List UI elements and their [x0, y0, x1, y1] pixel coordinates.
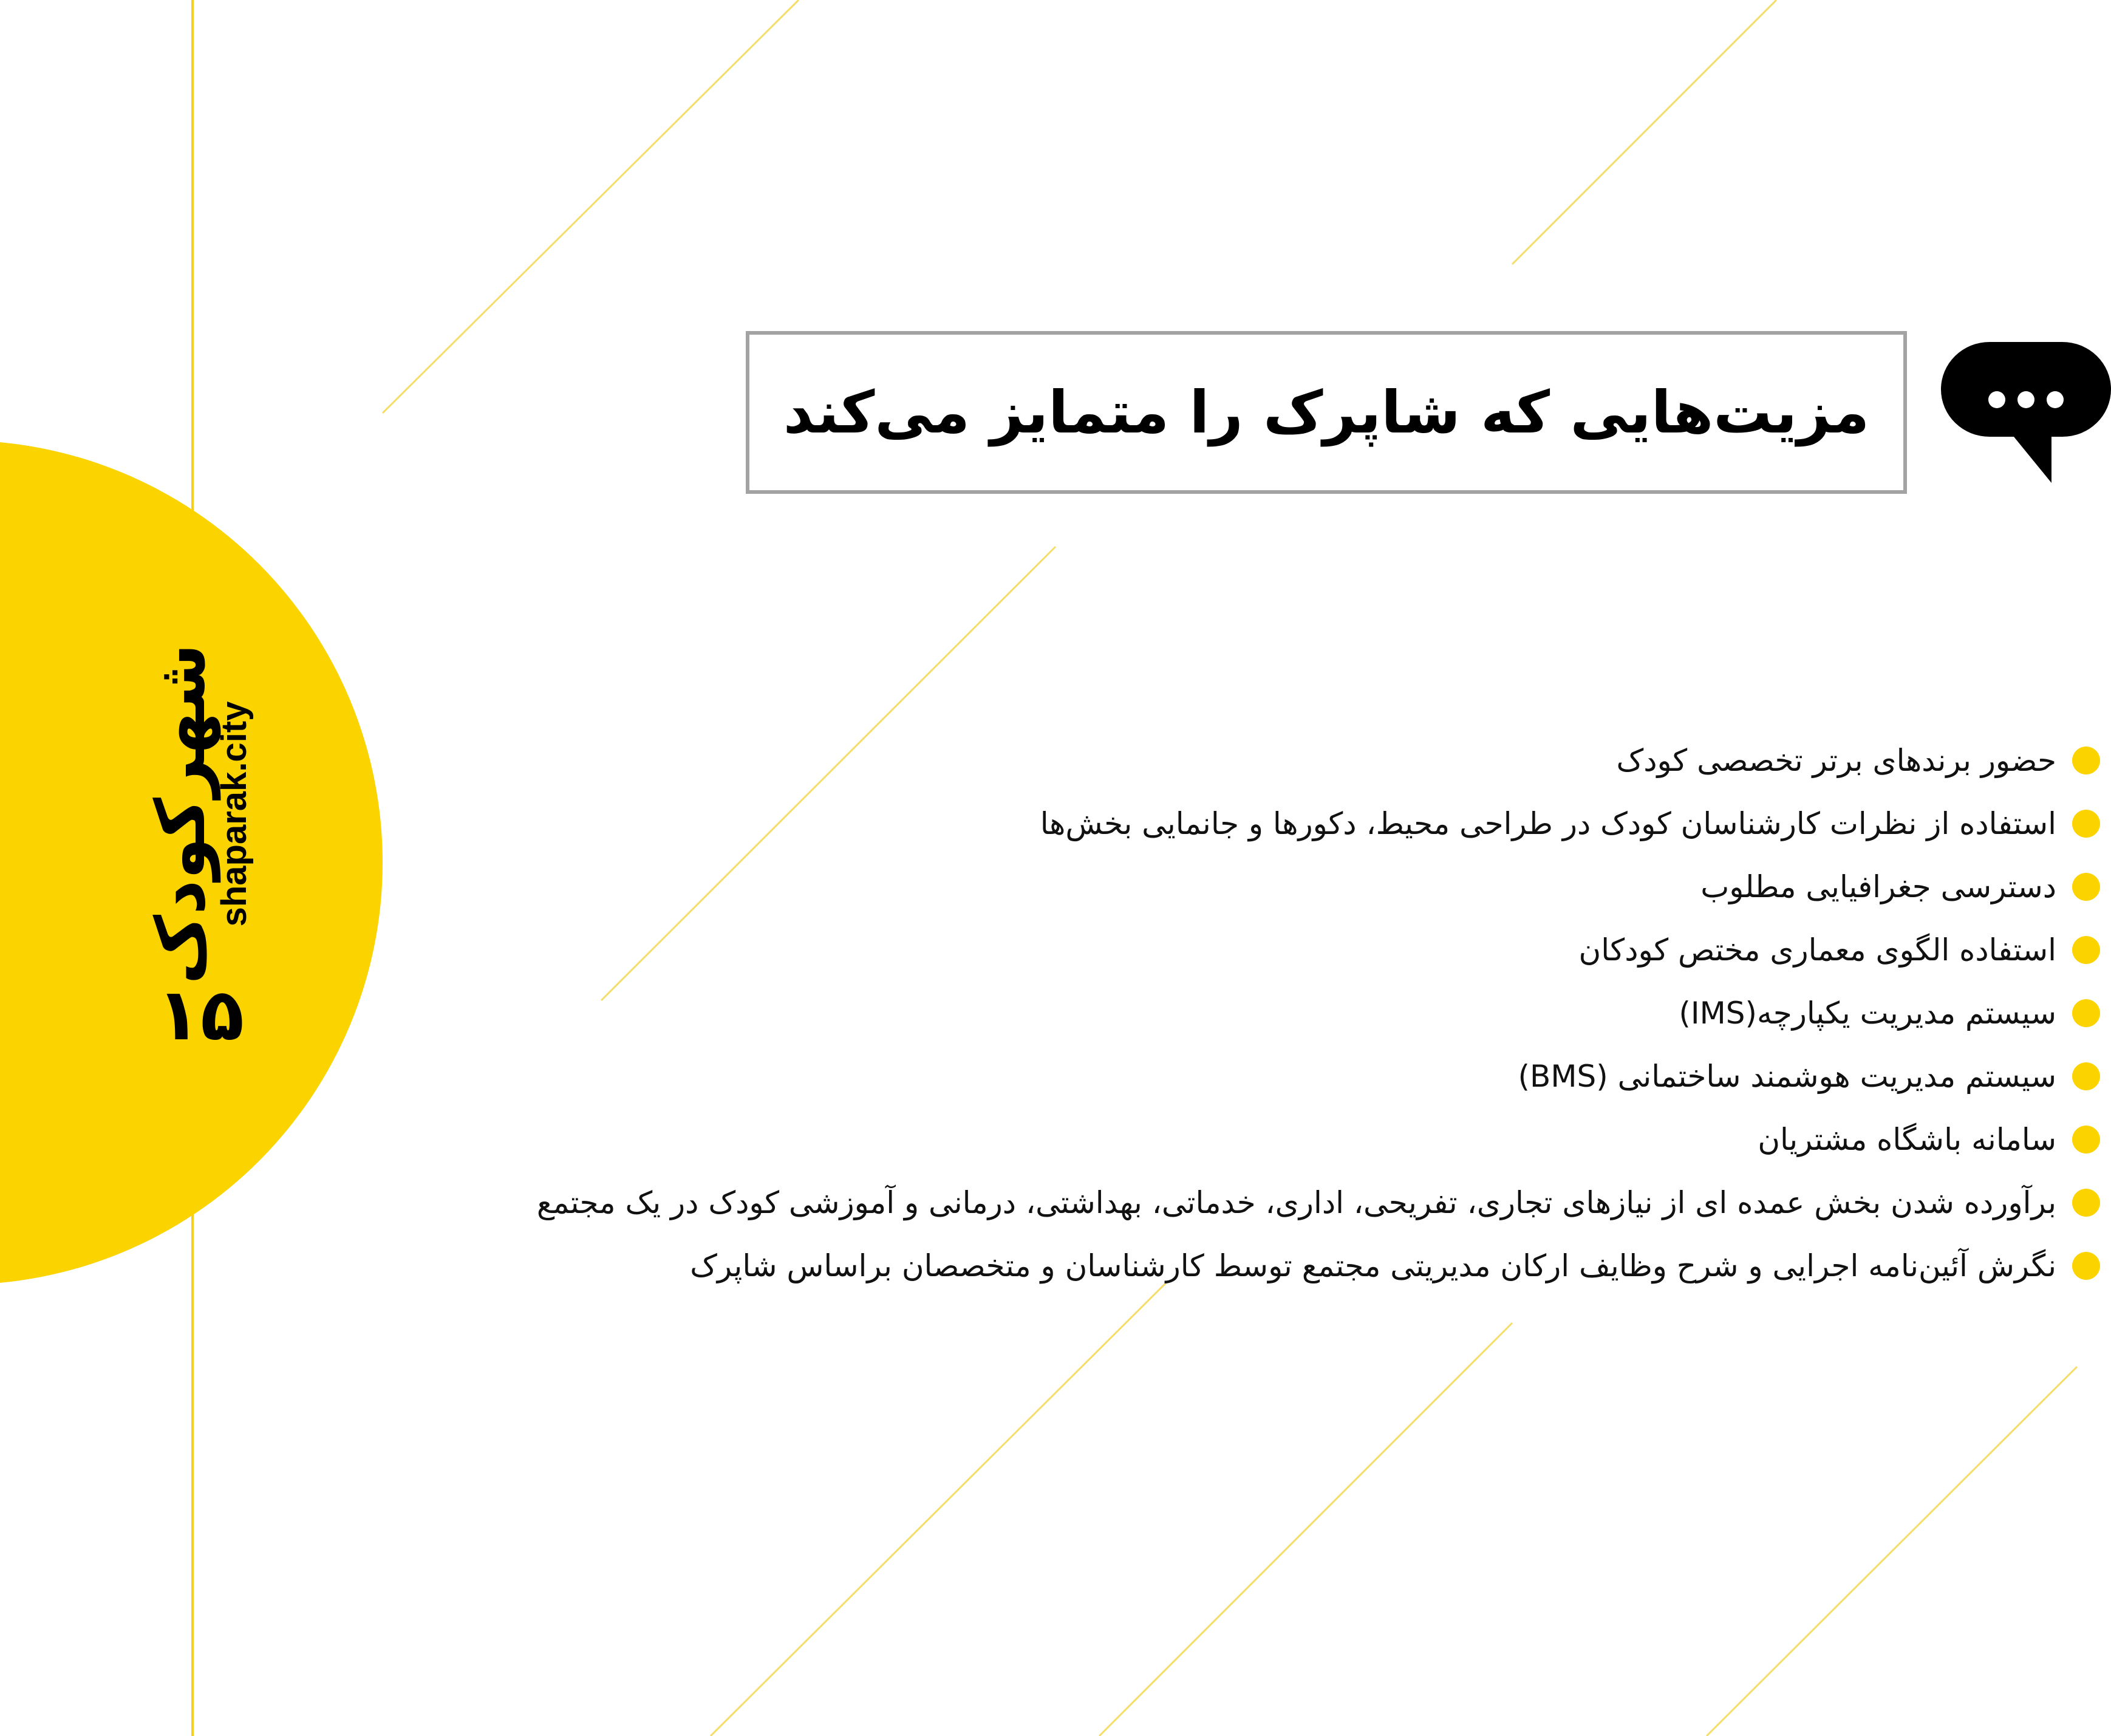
brand-name: شهرکودک: [142, 643, 220, 985]
yellow-dot-icon: [2072, 999, 2100, 1027]
feature-item: [483, 982, 2111, 1045]
yellow-dot-icon: [2072, 1189, 2100, 1217]
diagonal-line: [1707, 1367, 2077, 1736]
yellow-dot-icon: [2072, 747, 2100, 774]
yellow-dot-icon: [2072, 810, 2100, 838]
page-number: ۱۵: [156, 972, 245, 1056]
yellow-dot-icon: [2072, 1126, 2100, 1153]
yellow-dot-icon: [2072, 1252, 2100, 1280]
yellow-dot-icon: [2072, 1062, 2100, 1090]
feature-item: [483, 918, 2111, 982]
feature-text: استفاده الگوی معماری مختص کودکان: [1578, 932, 2056, 968]
brand-logo-rotated: [142, 643, 255, 985]
feature-text: استفاده از نظرات کارشناسان کودک در طراحی محیط، دکورها و جانمایی بخش‌ها: [1040, 806, 2056, 841]
feature-item: [483, 729, 2111, 792]
feature-text: برآورده شدن بخش عمده ای از نیازهای تجاری، تفریحی، اداری، خدماتی، بهداشتی، درمانی و آموزشی کودک در یک مجتمع: [536, 1185, 2056, 1220]
diagonal-line: [1512, 0, 1776, 264]
features-list: [483, 729, 2111, 1297]
feature-item: [483, 792, 2111, 855]
title-box: [746, 331, 1907, 494]
yellow-dot-icon: [2072, 873, 2100, 901]
feature-item: [483, 1045, 2111, 1108]
brand-logo: [142, 643, 255, 985]
feature-item: [483, 855, 2111, 918]
feature-text: سامانه باشگاه مشتریان: [1758, 1122, 2056, 1157]
diagonal-line: [1099, 1323, 1512, 1736]
yellow-dot-icon: [2072, 936, 2100, 964]
feature-text: حضور برندهای برتر تخصصی کودک: [1616, 743, 2056, 778]
brand-domain: shaparak.city: [214, 701, 254, 927]
diagonal-line: [383, 0, 799, 413]
diagonal-line: [711, 1282, 1167, 1736]
feature-item: [483, 1234, 2111, 1297]
feature-text: سیستم مدیریت هوشمند ساختمانی (BMS): [1518, 1059, 2056, 1094]
feature-text: سیستم مدیریت یکپارچه(IMS): [1679, 996, 2056, 1031]
feature-item: [483, 1171, 2111, 1234]
feature-text: نگرش آئین‌نامه اجرایی و شرح وظایف ارکان مدیریتی مجتمع توسط کارشناسان و متخصصان براساس شاپرک: [690, 1248, 2056, 1283]
feature-item: [483, 1108, 2111, 1171]
chat-bubble-icon: [1941, 342, 2111, 488]
page-title: مزیت‌هایی که شاپرک را متمایز می‌کند: [783, 378, 1870, 446]
feature-text: دسترسی جغرافیایی مطلوب: [1700, 869, 2056, 904]
